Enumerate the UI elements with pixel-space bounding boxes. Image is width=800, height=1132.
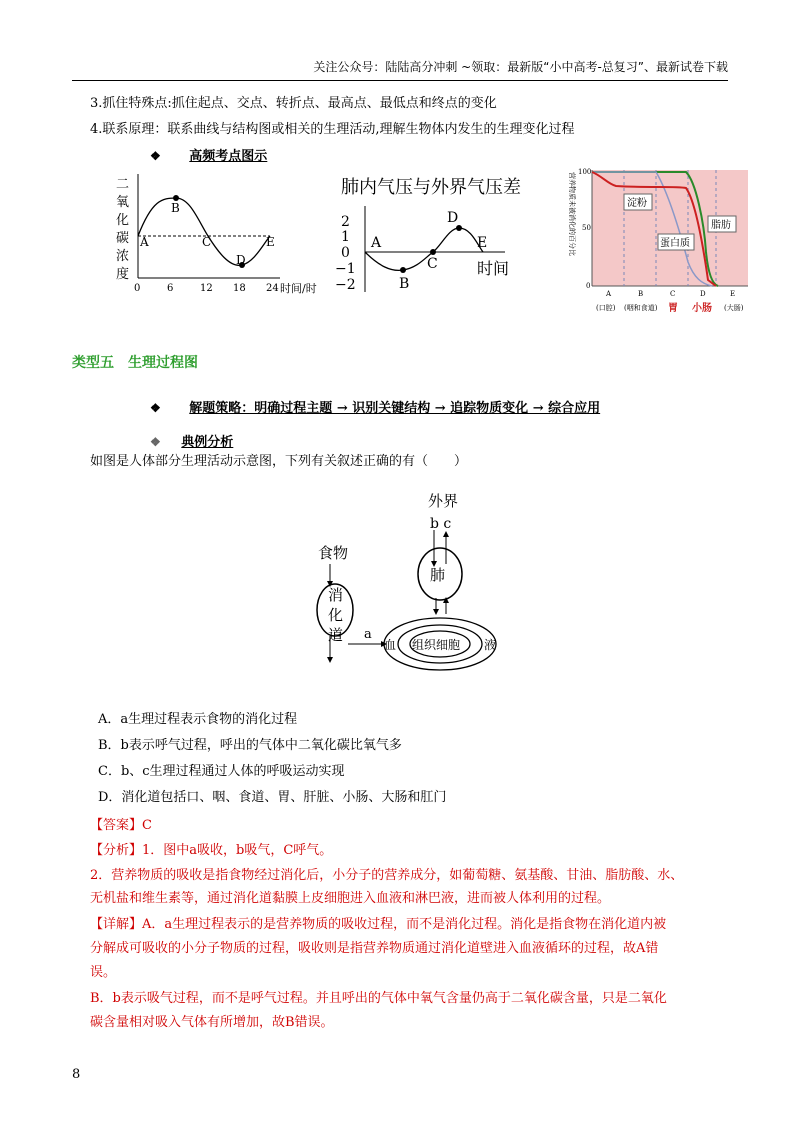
diamond-icon: ❖ [150, 149, 161, 163]
co2-label-d: D [236, 253, 246, 267]
digestion-organ: (咽和食道) [624, 304, 658, 312]
digestion-xcat: A [606, 290, 612, 298]
pressure-label-c: C [427, 256, 438, 272]
co2-chart [112, 170, 334, 300]
bc-label: b c [430, 516, 452, 532]
detail-line: 分解成可吸收的小分子物质的过程，吸收则是指营养物质通过消化道壁进入血液循环的过程，故A错 [90, 941, 659, 956]
answer-line: 【答案】C [90, 818, 152, 833]
digestion-ylabel: 营养物质未被消化的百分比 [568, 172, 576, 256]
page-number: 8 [72, 1067, 81, 1082]
option-b: B．b表示呼气过程，呼出的气体中二氧化碳比氧气多 [98, 738, 402, 753]
analysis-line: 无机盐和维生素等，通过消化道黏膜上皮细胞进入血液和淋巴液，进而被人体利用的过程。 [90, 891, 611, 906]
food-label: 食物 [318, 544, 349, 562]
digestion-organ: (大肠) [724, 304, 744, 312]
co2-xtick: 12 [200, 283, 213, 294]
co2-xtick: 24 [266, 283, 279, 294]
example-heading-text: 典例分析 [181, 435, 234, 450]
co2-xtick: 18 [233, 283, 246, 294]
analysis-line: 【分析】1．图中a吸收，b吸气，C呼气。 [90, 843, 333, 858]
page-header: 关注公众号：陆陆高分冲刺 ~领取：最新版“小中高考-总复习”、最新试卷下载 [313, 60, 728, 74]
option-c: C．b、c生理过程通过人体的呼吸运动实现 [98, 764, 345, 779]
digestion-ytick: 0 [586, 282, 591, 290]
pressure-chart [335, 170, 540, 298]
co2-ylabel-char: 化 [116, 213, 130, 228]
pressure-label-d: D [447, 210, 459, 226]
pressure-label-b: B [399, 276, 410, 292]
detail-line: B．b表示吸气过程，而不是呼气过程。并且呼出的气体中氧气含量仍高于二氧化碳含量，只是二氧化 [90, 991, 667, 1006]
co2-ylabel-char: 浓 [116, 249, 130, 264]
detail-line: 【详解】A．a生理过程表示的是营养物质的吸收过程，而不是消化过程。消化是指食物在消化道内被 [90, 917, 667, 932]
strategy-text: 解题策略：明确过程主题 → 识别关键结构 → 追踪物质变化 → 综合应用 [189, 401, 601, 416]
protein-label: 蛋白质 [660, 238, 690, 249]
co2-label-e: E [266, 235, 275, 249]
co2-xtick: 6 [167, 283, 174, 294]
example-heading [150, 432, 233, 453]
pressure-ytick: −1 [335, 261, 356, 277]
option-d: D．消化道包括口、咽、食道、胃、肝脏、小肠、大肠和肛门 [98, 790, 447, 805]
pressure-label-e: E [477, 235, 488, 251]
diamond-icon: ❖ [150, 401, 161, 415]
digestion-xcat: E [730, 290, 736, 298]
pressure-title: 肺内气压与外界气压差 [341, 177, 521, 198]
pressure-ytick: 1 [341, 229, 350, 245]
header-rule [72, 80, 728, 81]
digestion-chart [556, 162, 752, 320]
digest-char: 化 [328, 606, 344, 624]
tip-3: 3.抓住特殊点:抓住起点、交点、转折点、最高点、最低点和终点的变化 [90, 96, 497, 111]
detail-line: 误。 [90, 965, 117, 980]
co2-label-b: B [171, 201, 180, 215]
digestion-organ: 小肠 [692, 303, 712, 314]
co2-ylabel-char: 度 [116, 267, 130, 282]
type5-heading: 类型五 生理过程图 [72, 355, 198, 371]
pressure-point-b [400, 267, 406, 273]
digestion-organ: (口腔) [596, 304, 616, 312]
option-a: A．a生理过程表示食物的消化过程 [98, 712, 298, 727]
cell-label: 组织细胞 [412, 638, 461, 652]
blood-label: 血 [384, 638, 397, 652]
starch-label: 淀粉 [627, 198, 647, 209]
digest-char: 消 [328, 586, 344, 604]
co2-ylabel-char: 氧 [116, 195, 130, 210]
digest-char: 道 [328, 626, 344, 644]
digestion-xcat: C [670, 290, 676, 298]
analysis-line: 2．营养物质的吸收是指食物经过消化后，小分子的营养成分，如葡萄糖、氨基酸、甘油、脂肪酸、水、 [90, 868, 684, 883]
diamond-outline-icon: ❖ [150, 435, 161, 449]
co2-ylabel-char: 碳 [116, 231, 130, 246]
fat-label: 脂肪 [711, 220, 731, 231]
digestion-ytick: 100 [578, 168, 592, 176]
co2-label-c: C [202, 235, 212, 249]
fig-heading [150, 146, 267, 167]
co2-xlabel: 时间/时 [280, 282, 317, 295]
physiology-diagram [300, 486, 530, 676]
outside-label: 外界 [428, 492, 459, 510]
a-label: a [364, 627, 372, 642]
co2-curve [138, 198, 270, 265]
pressure-point-c [430, 249, 436, 255]
digestion-xcat: B [638, 290, 644, 298]
tip-4: 4.联系原理：联系曲线与结构图或相关的生理活动,理解生物体内发生的生理变化过程 [90, 122, 575, 137]
co2-ylabel-char: 二 [116, 177, 130, 192]
detail-line: 碳含量相对吸入气体有所增加，故B错误。 [90, 1015, 334, 1030]
fluid-label: 液 [484, 638, 497, 652]
pressure-label-a: A [371, 235, 382, 251]
digestion-organ: 胃 [668, 303, 678, 314]
pressure-ytick: −2 [335, 277, 356, 293]
question-stem: 如图是人体部分生理活动示意图，下列有关叙述正确的有（ ） [90, 454, 468, 469]
lung-label: 肺 [430, 566, 446, 584]
fig-heading-text: 高频考点图示 [189, 149, 268, 164]
digestion-xcat: D [700, 290, 706, 298]
pressure-ytick: 0 [341, 245, 350, 261]
digestion-ytick: 50 [582, 224, 591, 232]
co2-label-a: A [140, 235, 149, 249]
co2-ylabel [116, 177, 129, 282]
pressure-xlabel: 时间 [477, 259, 510, 278]
co2-xtick: 0 [134, 283, 141, 294]
pressure-curve [365, 228, 483, 270]
pressure-ytick: 2 [341, 214, 350, 230]
strategy-line [150, 398, 600, 419]
